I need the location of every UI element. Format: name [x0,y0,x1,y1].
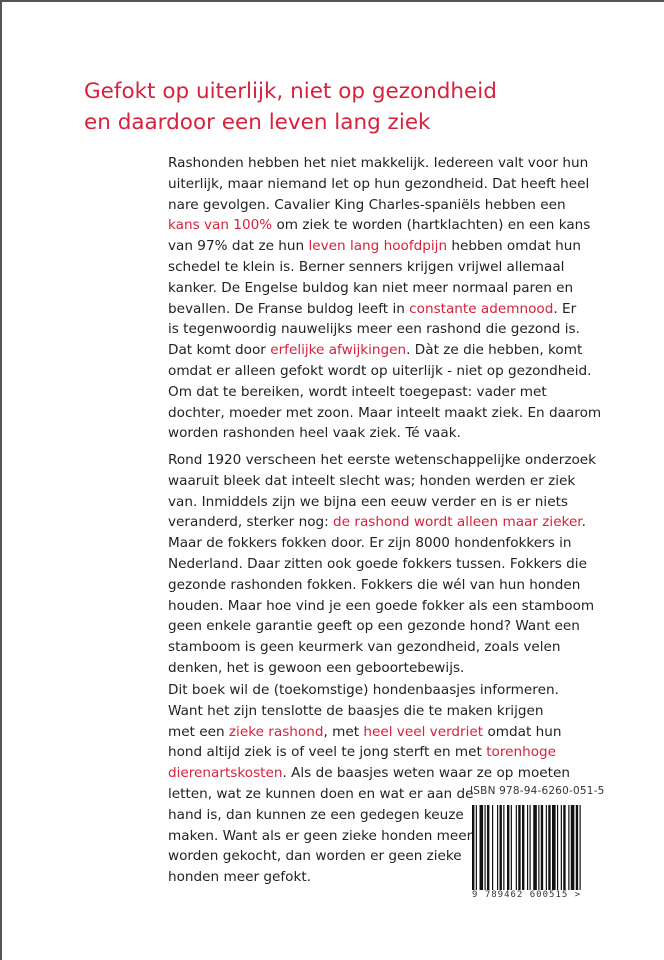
text-segment: om ziek te worden (hartklachten) en een kans [272,217,591,234]
text-segment: worden rashonden heel vaak ziek. Té vaak. [168,425,461,442]
barcode-bar [533,805,537,893]
barcode-bar [476,805,477,893]
text-segment: denken, het is gewoon een geboortebewijs. [168,659,465,676]
text-segment: . Er [553,300,577,317]
barcode-image [470,805,620,893]
barcode-bar [561,805,562,893]
text-line [168,658,596,679]
text-segment: houden. Maar hoe vind je een goede fokker als een stamboom [168,597,595,614]
text-segment: letten, wat ze kunnen doen en wat er aan de [168,785,474,802]
barcode-bar [576,805,578,893]
text-segment: Dit boek wil de (toekomstige) hondenbaasjes informeren. [168,682,559,698]
barcode-bar [563,805,565,893]
cover-title [84,76,497,138]
text-segment: van 97% dat ze hun [168,238,309,255]
text-segment: Rashonden hebben het niet makkelijk. Iedereen valt voor hun [168,155,589,171]
text-line [168,174,601,195]
text-line [168,701,570,722]
highlighted-phrase: leven lang hoofdpijn [308,238,448,255]
text-segment: stamboom is geen keurmerk van gezondheid, zoals velen [168,639,561,656]
text-segment: Rond 1920 verscheen het eerste wetenschappelijke onderzoek [168,452,597,468]
barcode-bar [538,805,539,893]
text-segment: kanker. De Engelse buldog kan niet meer normaal paren en [168,279,574,296]
barcode-bar [568,805,569,893]
barcode-bar [485,805,486,893]
text-line [168,680,570,701]
text-line [168,637,596,658]
text-segment: , met [323,723,364,740]
text-segment: . Dàt ze die hebben, komt [406,342,583,359]
text-segment: waaruit bleek dat inteelt slecht was; honden werden er ziek [168,472,576,489]
text-segment: is tegenwoordig nauwelijks meer een rashond die gezond is. [168,321,580,338]
highlighted-phrase: de rashond wordt alleen maar zieker [333,514,582,531]
text-segment: dochter, moeder met zoon. Maar inteelt maakt ziek. En daarom [168,404,602,421]
text-segment: hebben omdat hun [447,238,581,255]
text-line [168,554,596,575]
text-segment: van. Inmiddels zijn we bijna een eeuw verder en is er niets [168,493,568,510]
barcode-bar [507,805,509,893]
text-segment: maken. Want als er geen zieke honden meer [168,827,473,844]
text-segment: Want het zijn tenslotte de baasjes die te maken krijgen [168,702,544,719]
barcode-bar [503,805,504,893]
text-segment: geen enkele garantie geeft op een gezonde hond? Want een [168,618,580,635]
barcode-bar [552,805,556,893]
text-line [168,450,596,471]
barcode-bar [497,805,498,893]
text-line [168,153,601,174]
highlighted-phrase: erfelijke afwijkingen [270,342,407,359]
text-line [168,533,596,554]
highlighted-phrase: constante ademnood [409,300,554,317]
text-line [168,236,601,257]
text-segment: veranderd, sterker nog: [168,514,334,531]
text-segment: met een [168,723,229,740]
text-segment: hand is, dan kunnen ze een gedegen keuze [168,806,464,823]
text-line [168,492,596,513]
highlighted-phrase: heel veel verdriet [363,723,484,740]
text-line [168,195,601,216]
text-line [168,278,601,299]
text-segment: omdat er alleen gefokt wordt op uiterlijk - niet op gezondheid. [168,362,592,379]
text-line [168,319,601,340]
text-line [168,616,596,637]
paragraph-intro [168,153,601,444]
text-segment: Maar de fokkers fokken door. Er zijn 8000 hondenfokkers in [168,535,572,552]
text-segment: worden gekocht, dan worden er geen zieke [168,848,462,865]
barcode-bar [557,805,558,893]
barcode-bar [546,805,547,893]
barcode-bar [580,805,581,893]
text-segment: honden meer gefokt. [168,869,311,886]
paragraph-history [168,450,596,679]
barcode-bar [541,805,543,893]
text-line [168,257,601,278]
barcode-bar [511,805,512,893]
text-segment: Dat komt door [168,342,271,359]
barcode-bar [522,805,524,893]
text-line [168,722,570,743]
text-line [168,596,596,617]
isbn-label: ISBN 978-94-6260-051-5 [470,785,605,797]
highlighted-phrase: dierenartskosten [168,765,283,782]
barcode-bar [548,805,550,893]
barcode-bar [527,805,528,893]
text-line [168,299,601,320]
text-line [168,512,596,533]
highlighted-phrase: zieke rashond [228,723,324,740]
barcode-bar [492,805,493,893]
barcode-bar [472,805,474,893]
barcode-digits: 9 789462 600515 > [472,890,582,900]
text-segment: schedel te klein is. Berner senners krijgen vrijwel allemaal [168,258,565,275]
text-segment: hond altijd ziek is of veel te jong sterft en met [168,744,487,761]
barcode-bar [518,805,520,893]
text-line [168,763,570,784]
text-segment: Om dat te bereiken, wordt inteelt toegepast: vader met [168,383,547,400]
text-segment: omdat hun [483,723,562,740]
barcode-bar [571,805,575,893]
text-line [168,403,601,424]
text-line [168,382,601,403]
text-line [168,215,601,236]
text-line [168,340,601,361]
barcode-bar [516,805,517,893]
text-segment: Nederland. Daar zitten ook goede fokkers tussen. Fokkers die [168,555,587,572]
text-line [168,575,596,596]
text-line [168,471,596,492]
highlighted-phrase: torenhoge [486,744,557,761]
title-line-1: Gefokt op uiterlijk, niet op gezondheid [84,79,497,104]
barcode-bar [530,805,531,893]
title-line-2: en daardoor een leven lang ziek [84,110,431,135]
text-segment: . Als de baasjes weten waar ze op moeten [282,765,570,782]
barcode-bar [500,805,502,893]
barcode-bar [487,805,489,893]
text-segment: gezonde rashonden fokken. Fokkers die wél van hun honden [168,576,581,593]
text-line [168,361,601,382]
highlighted-phrase: kans van 100% [168,217,273,234]
text-line [168,423,601,444]
text-segment: uiterlijk, maar niemand let op hun gezondheid. Dat heeft heel [168,175,590,192]
text-line [168,742,570,763]
text-segment: . [581,514,586,531]
text-segment: bevallen. De Franse buldog leeft in [168,300,410,317]
text-segment: nare gevolgen. Cavalier King Charles-spaniëls hebben een [168,196,566,213]
barcode-bar [480,805,484,893]
